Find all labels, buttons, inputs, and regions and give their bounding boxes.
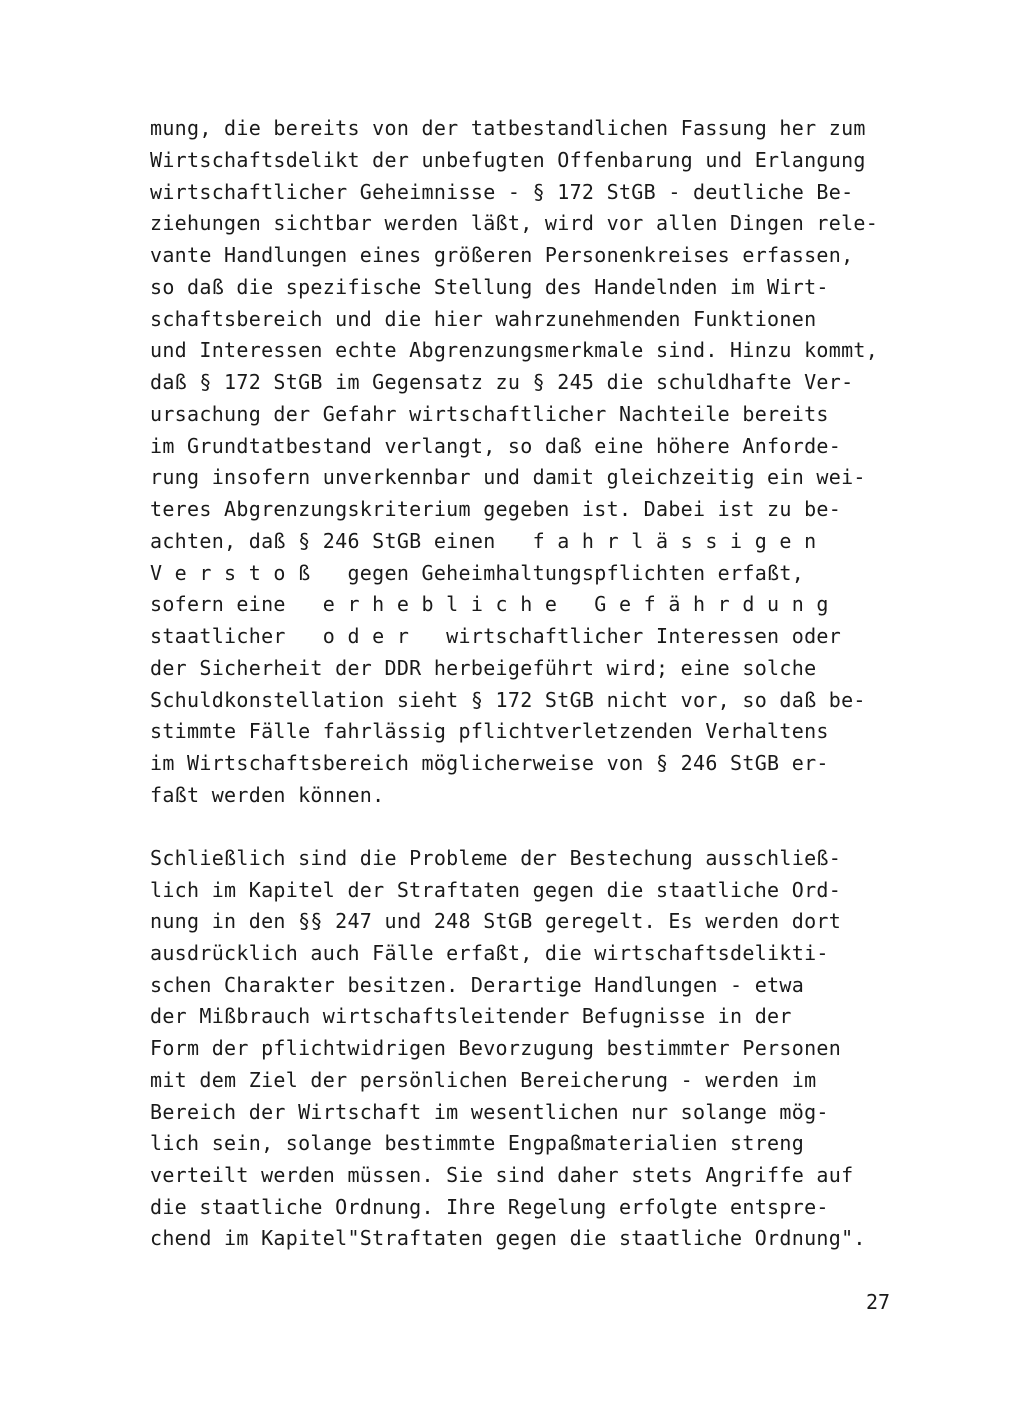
page-number: 27 [866,1290,891,1314]
text-line: stimmte Fälle fahrlässig pflichtverletzenden Verhaltens [150,719,829,744]
text-line: achten, daß § 246 StGB einen f a h r l ä s s i g e n [150,528,817,553]
text-line: mit dem Ziel der persönlichen Bereicherung - werden im [150,1067,817,1092]
text-line: schen Charakter besitzen. Derartige Handlungen - etwa [150,972,805,997]
text-line: im Wirtschaftsbereich möglicherweise von § 246 StGB er- [150,751,829,775]
text-line: Schließlich sind die Probleme der Bestechung ausschließ- [150,846,842,870]
paragraph-2 [150,843,910,1255]
text-line: verteilt werden müssen. Sie sind daher stets Angriffe auf [150,1162,854,1187]
text-line: Wirtschaftsdelikt der unbefugten Offenbarung und Erlangung [150,147,866,172]
text-line: Schuldkonstellation sieht § 172 StGB nicht vor, so daß be- [150,687,866,712]
text-line: im Grundtatbestand verlangt, so daß eine höhere Anforde- [150,433,842,458]
paragraph-1 [150,113,910,812]
text-line: ausdrücklich auch Fälle erfaßt, die wirtschaftsdelikti- [150,941,829,966]
text-line: daß § 172 StGB im Gegensatz zu § 245 die schuldhafte Ver- [150,370,854,394]
text-line: ursachung der Gefahr wirtschaftlicher Nachteile bereits [150,401,829,426]
text-line: der Mißbrauch wirtschaftsleitender Befugnisse in der [150,1004,792,1029]
text-line: teres Abgrenzungskriterium gegeben ist. Dabei ist zu be- [150,497,842,521]
text-line: chend im Kapitel"Straftaten gegen die staatliche Ordnung". [150,1226,866,1251]
text-line: Bereich der Wirtschaft im wesentlichen nur solange mög- [150,1099,829,1124]
text-line: mung, die bereits von der tatbestandlichen Fassung her zum [150,116,866,140]
text-line: der Sicherheit der DDR herbeigeführt wird; eine solche [150,655,817,680]
text-line: so daß die spezifische Stellung des Handelnden im Wirt- [150,274,829,299]
text-line: rung insofern unverkennbar und damit gleichzeitig ein wei- [150,465,866,490]
text-line: ziehungen sichtbar werden läßt, wird vor allen Dingen rele- [150,211,879,236]
text-line: sofern eine e r h e b l i c h e G e f ä h r d u n g [150,592,829,617]
text-line: schaftsbereich und die hier wahrzunehmenden Funktionen [150,306,817,331]
text-line: die staatliche Ordnung. Ihre Regelung erfolgte entspre- [150,1194,829,1219]
text-line: nung in den §§ 247 und 248 StGB geregelt. Es werden dort [150,909,842,934]
text-line: V e r s t o ß gegen Geheimhaltungspflichten erfaßt, [150,560,805,585]
text-line: lich sein, solange bestimmte Engpaßmaterialien streng [150,1131,805,1156]
text-line: lich im Kapitel der Straftaten gegen die staatliche Ord- [150,877,842,902]
text-line: Form der pflichtwidrigen Bevorzugung bestimmter Personen [150,1036,842,1061]
text-line: staatlicher o d e r wirtschaftlicher Interessen oder [150,624,842,648]
text-line: faßt werden können. [150,782,385,807]
text-line: und Interessen echte Abgrenzungsmerkmale sind. Hinzu kommt, [150,338,879,363]
text-line: vante Handlungen eines größeren Personenkreises erfassen, [150,243,854,267]
text-line: wirtschaftlicher Geheimnisse - § 172 StGB - deutliche Be- [150,179,854,204]
